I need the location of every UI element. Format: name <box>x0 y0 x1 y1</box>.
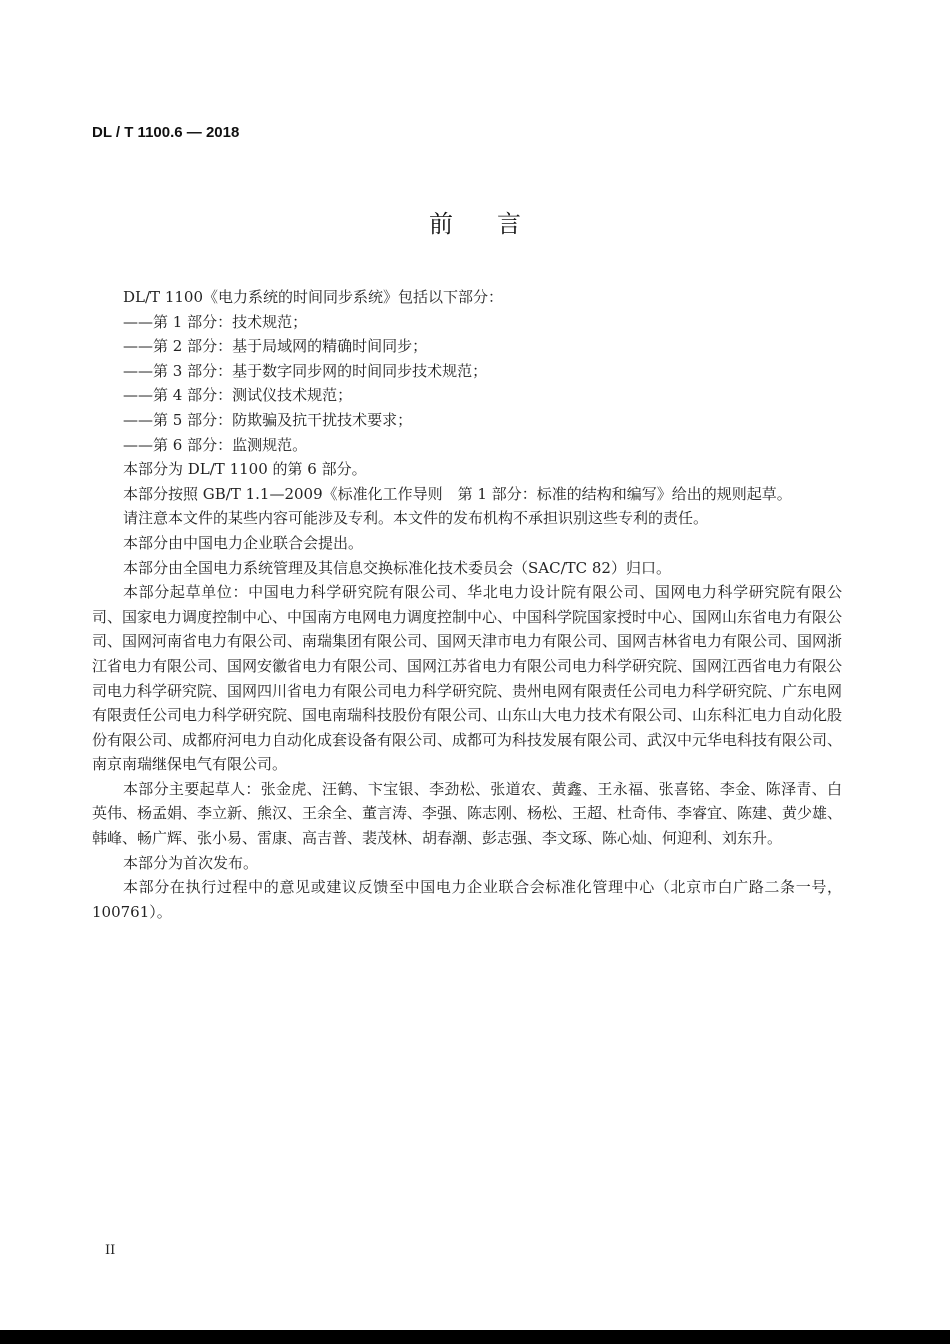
list-item: ——第 5 部分：防欺骗及抗干扰技术要求； <box>123 410 413 429</box>
feedback-paragraph: 本部分在执行过程中的意见或建议反馈至中国电力企业联合会标准化管理中心（北京市白广路二条一号，100761）。 <box>92 878 842 921</box>
drafting-rule-paragraph: 本部分按照 GB/T 1.1—2009《标准化工作导则 第 1 部分：标准的结构和编写》给出的规则起草。 <box>123 484 792 503</box>
first-release-paragraph: 本部分为首次发布。 <box>123 853 259 872</box>
list-item: ——第 6 部分：监测规范。 <box>123 435 308 454</box>
patent-notice-paragraph: 请注意本文件的某些内容可能涉及专利。本文件的发布机构不承担识别这些专利的责任。 <box>123 509 709 528</box>
document-code: DL / T 1100.6 — 2018 <box>92 124 240 141</box>
list-item: ——第 2 部分：基于局域网的精确时间同步； <box>123 337 428 356</box>
drafters-paragraph: 本部分主要起草人：张金虎、汪鹤、卞宝银、李劲松、张道农、黄鑫、王永福、张喜铭、李金、陈泽青、白英伟、杨孟娟、李立新、熊汉、王余全、董言涛、李强、陈志刚、杨松、王超、杜奇伟、李睿宜、陈建、黄少雄、韩峰、畅广辉、张小易、雷康、高吉普、裴茂林、胡春潮、彭志强、李文琢、陈心灿、何迎利、刘东升。 <box>92 779 843 848</box>
list-item: ——第 4 部分：测试仪技术规范； <box>123 386 353 405</box>
drafting-units-paragraph: 本部分起草单位：中国电力科学研究院有限公司、华北电力设计院有限公司、国网电力科学研究院有限公司、国家电力调度控制中心、中国南方电网电力调度控制中心、中国科学院国家授时中心、国网山东省电力有限公司、国网河南省电力有限公司、南瑞集团有限公司、国网天津市电力有限公司、国网吉林省电力有限公司、国网浙江省电力有限公司、国网安徽省电力有限公司、国网江苏省电力有限公司电力科学研究院、国网江西省电力有限公司电力科学研究院、国网四川省电力有限公司电力科学研究院、贵州电网有限责任公司电力科学研究院、广东电网有限责任公司电力科学研究院、国电南瑞科技股份有限公司、山东山大电力技术有限公司、山东科汇电力自动化股份有限公司、成都府河电力自动化成套设备有限公司、成都可为科技发展有限公司、武汉中元华电科技有限公司、南京南瑞继保电气有限公司。 <box>92 583 843 774</box>
this-part-paragraph: 本部分为 DL/T 1100 的第 6 部分。 <box>123 460 367 479</box>
list-item: ——第 3 部分：基于数字同步网的时间同步技术规范； <box>123 361 488 380</box>
scan-edge-bar <box>0 1330 950 1344</box>
foreword-body <box>92 285 842 924</box>
list-item: ——第 1 部分：技术规范； <box>123 312 308 331</box>
page-number: II <box>105 1243 116 1258</box>
proposed-by-paragraph: 本部分由中国电力企业联合会提出。 <box>123 533 364 552</box>
managed-by-paragraph: 本部分由全国电力系统管理及其信息交换标准化技术委员会（SAC/TC 82）归口。 <box>123 558 671 577</box>
page-title: 前言 <box>429 210 565 238</box>
intro-paragraph: DL/T 1100《电力系统的时间同步系统》包括以下部分： <box>123 288 503 306</box>
